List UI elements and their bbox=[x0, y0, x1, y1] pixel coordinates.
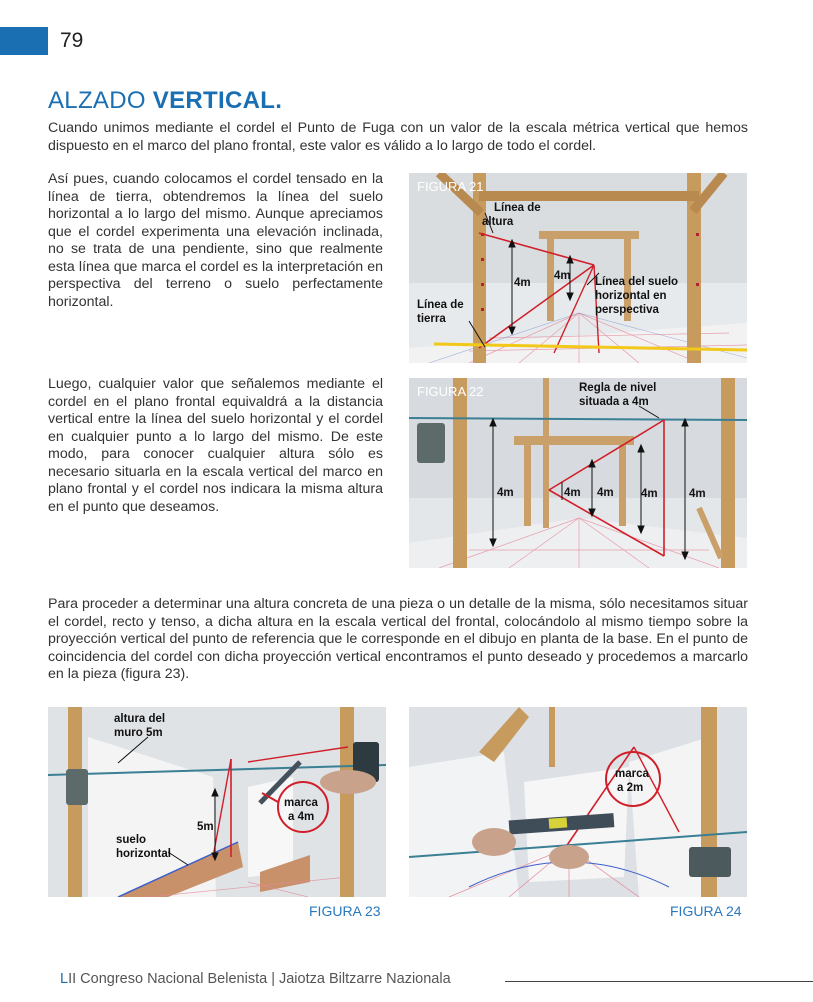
footer-rest: II Congreso Nacional Belenista | Jaiotza Biltzarre Nazionala bbox=[68, 971, 451, 987]
svg-text:Línea de: Línea de bbox=[494, 202, 541, 214]
svg-text:horizontal: horizontal bbox=[116, 848, 171, 860]
svg-text:altura del: altura del bbox=[114, 713, 166, 725]
svg-text:horizontal en: horizontal en bbox=[595, 290, 667, 302]
svg-text:Línea de: Línea de bbox=[417, 299, 464, 311]
figure-23 bbox=[48, 707, 386, 897]
footer-lead: L bbox=[60, 971, 69, 987]
section-title bbox=[48, 87, 282, 115]
paragraph-1: Así pues, cuando colocamos el cordel tensado en la línea de tierra, obtendremos la línea del suelo horizontal a lo largo del mismo. Aunque apreciamos que el cordel experimenta una elevación inclinada, no se trata de una pendiente, sino que realmente esta línea que marca el cordel es la interpretación en perspectiva del terreno o suelo perfectamente horizontal. bbox=[48, 171, 383, 310]
figure-22 bbox=[409, 378, 747, 568]
fig22-mark-1: 4m bbox=[497, 487, 514, 499]
svg-text:suelo: suelo bbox=[116, 834, 147, 846]
fig23-m: 5m bbox=[197, 821, 214, 833]
svg-text:a 4m: a 4m bbox=[288, 811, 315, 823]
title-light: ALZADO bbox=[48, 87, 153, 114]
fig23-caption: FIGURA 23 bbox=[309, 903, 381, 919]
page-number: 79 bbox=[60, 29, 84, 52]
svg-text:situada a 4m: situada a 4m bbox=[579, 396, 649, 408]
fig24-caption: FIGURA 24 bbox=[670, 903, 742, 919]
fig22-mark-3: 4m bbox=[597, 487, 614, 499]
title-bold: VERTICAL. bbox=[152, 87, 283, 114]
footer-text bbox=[60, 971, 451, 987]
fig22-mark-2: 4m bbox=[564, 487, 581, 499]
svg-text:marca: marca bbox=[284, 797, 318, 809]
svg-text:perspectiva: perspectiva bbox=[595, 304, 659, 316]
svg-text:Regla de nivel: Regla de nivel bbox=[579, 382, 657, 394]
fig22-mark-5: 4m bbox=[689, 488, 706, 500]
svg-text:Línea del suelo: Línea del suelo bbox=[595, 276, 679, 288]
fig22-label: FIGURA 22 bbox=[417, 384, 484, 399]
svg-text:tierra: tierra bbox=[417, 313, 446, 325]
fig21-m1: 4m bbox=[514, 277, 531, 289]
svg-text:muro 5m: muro 5m bbox=[114, 727, 163, 739]
fig22-mark-4: 4m bbox=[641, 488, 658, 500]
footer-rule bbox=[505, 981, 813, 982]
svg-text:altura: altura bbox=[482, 216, 514, 228]
fig24-marca-2: a 2m bbox=[617, 782, 644, 794]
paragraph-2: Luego, cualquier valor que señalemos mediante el cordel en el plano frontal equivaldrá a la distancia vertical entre la línea del suelo horizontal y el cordel en cualquier punto a lo largo del mismo. De este modo, para conocer cualquier altura sólo es necesario situarla en la escala vertical del marco en plano frontal y el cordel nos indicara la misma altura en el punto que deseamos. bbox=[48, 376, 383, 515]
figure-21 bbox=[409, 173, 747, 363]
paragraph-3: Para proceder a determinar una altura concreta de una pieza o un detalle de la misma, sólo necesitamos situar el cordel, recto y tenso, a dicha altura en la escala vertical del frontal, colocándolo al mismo tiempo sobre la proyección vertical del punto de referencia que le corresponde en el dibujo en planta de la base. En el punto de coincidencia del cordel con dicha proyección vertical encontramos el punto deseado y procedemos a marcarlo en la pieza (figura 23). bbox=[48, 596, 748, 682]
figure-24 bbox=[409, 707, 747, 897]
intro-paragraph: Cuando unimos mediante el cordel el Punto de Fuga con un valor de la escala métrica vertical que hemos dispuesto en el marco del plano frontal, este valor es válido a lo largo de todo el cordel. bbox=[48, 120, 748, 154]
fig21-m2: 4m bbox=[554, 270, 571, 282]
fig24-marca-1: marca bbox=[615, 768, 649, 780]
page-tab bbox=[0, 27, 48, 55]
fig21-label: FIGURA 21 bbox=[417, 179, 484, 194]
